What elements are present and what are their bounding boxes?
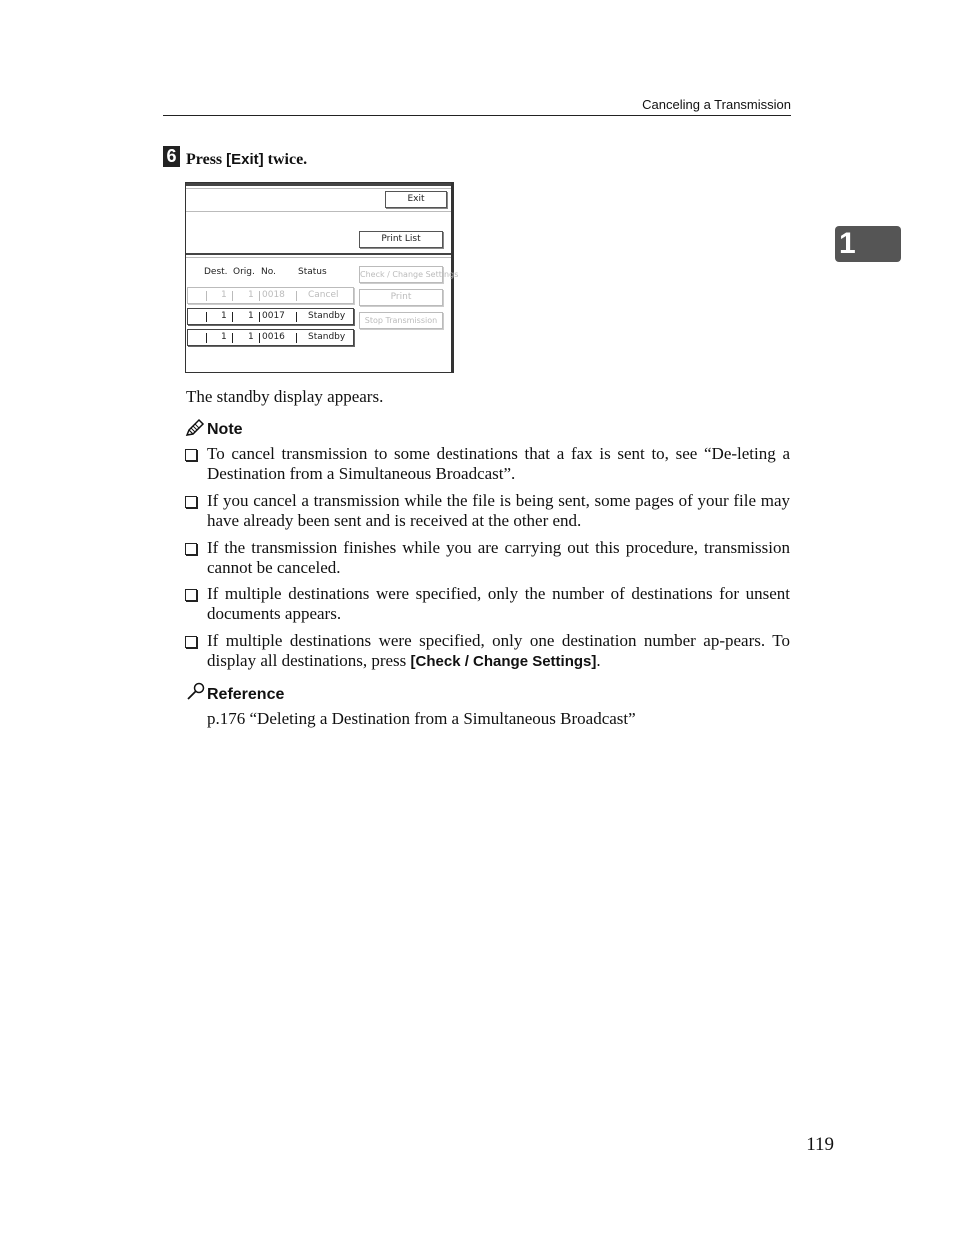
screen-top-band [186, 183, 451, 186]
row-status: Cancel [308, 290, 339, 300]
row-orig: 1 [248, 290, 254, 300]
col-status-header: Status [298, 267, 327, 277]
screen-caption: The standby display appears. [186, 387, 384, 406]
checkbox-bullet-icon [185, 449, 197, 461]
note-item-last [207, 631, 790, 672]
row-dest: 1 [221, 311, 227, 321]
row-dest: 1 [221, 332, 227, 342]
note-item-text: If multiple destinations were specified, only one destination number ap-pears. To display all destinations, press [207, 631, 790, 670]
reference-link[interactable]: p.176 “Deleting a Destination from a Simultaneous Broadcast” [207, 709, 636, 728]
row-no: 0017 [262, 311, 285, 321]
job-row[interactable] [187, 308, 354, 325]
checkbox-bullet-icon [185, 589, 197, 601]
col-no-header: No. [261, 267, 276, 277]
note-item: If multiple destinations were specified, only the number of destinations for unsent documents appears. [207, 584, 790, 623]
row-no: 0018 [262, 290, 285, 300]
reference-heading: Reference [207, 686, 285, 703]
screen-stripe [186, 188, 451, 189]
job-row[interactable] [187, 329, 354, 346]
note-heading: Note [207, 421, 243, 438]
screen-divider [186, 253, 451, 255]
row-status: Standby [308, 311, 346, 321]
row-dest: 1 [221, 290, 227, 300]
print-list-button[interactable]: Print List [359, 231, 443, 248]
row-no: 0016 [262, 332, 285, 342]
check-change-key-label: [Check / Change Settings] [410, 653, 597, 670]
note-item: To cancel transmission to some destinations that a fax is sent to, see “De-leting a Destination from a Simultaneous Broadcast”. [207, 444, 790, 483]
screen-stripe [186, 211, 451, 212]
print-button[interactable]: Print [359, 289, 443, 306]
job-row[interactable] [187, 287, 354, 304]
step-suffix: twice. [263, 151, 308, 168]
row-orig: 1 [248, 311, 254, 321]
check-change-settings-button[interactable]: Check / Change Settings [359, 266, 443, 283]
running-header: Canceling a Transmission [642, 97, 791, 112]
step-prefix: Press [186, 151, 227, 168]
step-instruction [186, 151, 307, 169]
note-item: If the transmission finishes while you are carrying out this procedure, transmission cannot be canceled. [207, 538, 790, 577]
exit-button[interactable]: Exit [385, 191, 447, 208]
exit-key-label: [Exit] [226, 151, 264, 168]
pencil-icon [185, 419, 205, 437]
stop-transmission-button[interactable]: Stop Transmission [359, 312, 443, 329]
page-number: 119 [806, 1134, 834, 1155]
header-rule [163, 115, 791, 116]
checkbox-bullet-icon [185, 496, 197, 508]
row-orig: 1 [248, 332, 254, 342]
col-dest-header: Dest. [204, 267, 228, 277]
row-status: Standby [308, 332, 346, 342]
step-number: 6 [163, 146, 180, 167]
note-item-end: . [596, 651, 601, 670]
magnifier-reference-icon [186, 682, 206, 700]
screen-stripe [186, 257, 451, 258]
note-item: If you cancel a transmission while the file is being sent, some pages of your file may have already been sent and is received at the other end. [207, 491, 790, 530]
checkbox-bullet-icon [185, 543, 197, 555]
checkbox-bullet-icon [185, 636, 197, 648]
standby-screen [185, 182, 459, 373]
col-orig-header: Orig. [233, 267, 255, 277]
chapter-tab: 1 [835, 226, 901, 262]
